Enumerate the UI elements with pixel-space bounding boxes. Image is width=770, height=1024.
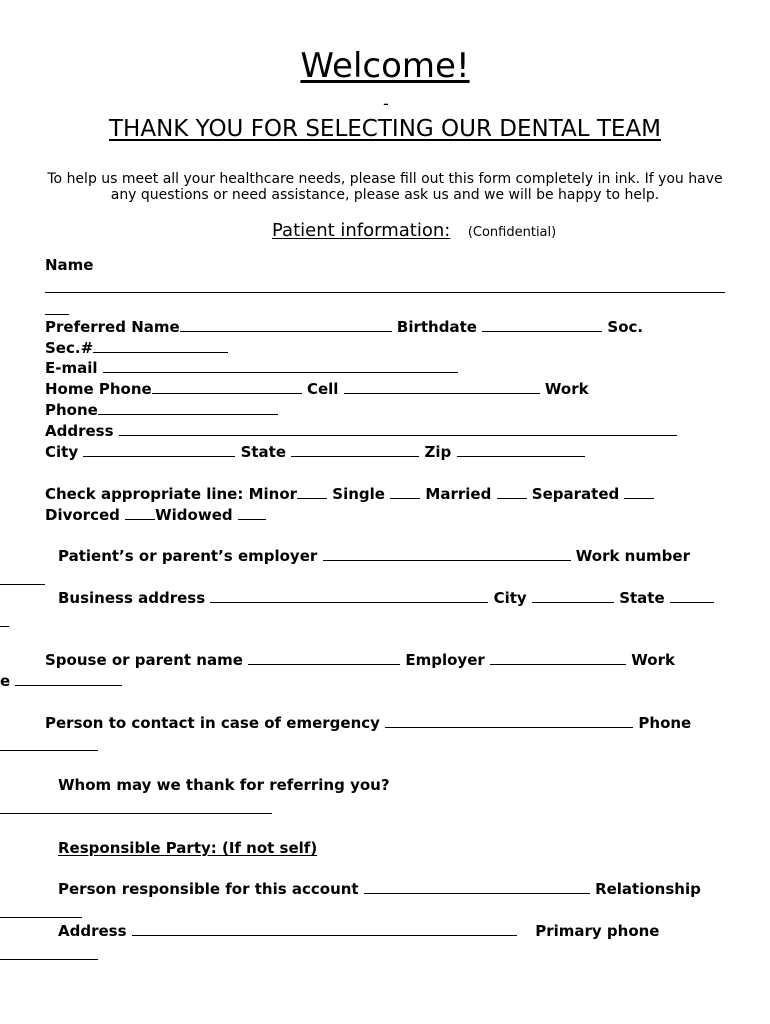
spouse-employer-label: Employer	[405, 651, 485, 669]
patient-info-heading: Patient information:	[272, 220, 451, 241]
resp-address-label: Address	[58, 922, 127, 940]
single-label: Single	[332, 485, 385, 503]
sec-label: Sec.#	[45, 339, 94, 357]
page-subtitle: THANK YOU FOR SELECTING OUR DENTAL TEAM	[108, 116, 661, 142]
ssn-field[interactable]	[93, 351, 228, 353]
home-phone-label: Home Phone	[45, 380, 152, 398]
business-city-field[interactable]	[532, 601, 614, 603]
soc-label: Soc.	[607, 318, 644, 336]
address-label: Address	[45, 422, 114, 440]
responsible-person-field[interactable]	[364, 892, 590, 894]
name-field[interactable]	[45, 292, 725, 293]
single-line[interactable]	[390, 497, 420, 499]
divorced-line[interactable]	[125, 518, 155, 520]
relationship-label: Relationship	[595, 880, 701, 898]
preferred-row	[45, 318, 643, 336]
marital-row-2	[45, 506, 266, 524]
email-row	[45, 359, 458, 377]
birthdate-label: Birthdate	[396, 318, 477, 336]
cell-label: Cell	[306, 380, 339, 398]
emergency-phone-field[interactable]	[0, 750, 98, 751]
widowed-label: Widowed	[155, 506, 233, 524]
city-label: City	[45, 443, 79, 461]
responsible-person-label: Person responsible for this account	[58, 880, 359, 898]
referral-field[interactable]	[0, 813, 272, 814]
spouse-row-2	[0, 672, 122, 690]
city-field[interactable]	[83, 455, 235, 457]
employer-field[interactable]	[323, 559, 571, 561]
spouse-name-field[interactable]	[248, 663, 400, 665]
emergency-row	[45, 714, 691, 732]
intro-line-2: any questions or need assistance, please ask us and we will be happy to help.	[110, 187, 660, 203]
business-address-label: Business address	[58, 589, 206, 607]
business-state-field[interactable]	[670, 601, 714, 603]
city-row	[45, 443, 585, 461]
emergency-phone-label: Phone	[638, 714, 692, 732]
separated-line[interactable]	[624, 497, 654, 499]
preferred-name-label: Preferred Name	[45, 318, 180, 336]
home-phone-field[interactable]	[152, 392, 302, 394]
divorced-label: Divorced	[45, 506, 120, 524]
title-dash: -	[383, 94, 389, 113]
birthdate-field[interactable]	[482, 330, 602, 332]
emergency-field[interactable]	[385, 726, 633, 728]
spouse-work-label: Work	[631, 651, 675, 669]
email-label: E-mail	[45, 359, 98, 377]
work-phone-row	[45, 401, 278, 419]
married-line[interactable]	[497, 497, 527, 499]
business-address-field[interactable]	[210, 601, 488, 603]
separated-label: Separated	[531, 485, 620, 503]
emergency-label: Person to contact in case of emergency	[45, 714, 380, 732]
spouse-wrap-text: e	[0, 672, 11, 690]
spouse-row	[45, 651, 675, 669]
email-field[interactable]	[103, 371, 458, 373]
spouse-name-label: Spouse or parent name	[45, 651, 243, 669]
employer-label: Patient’s or parent’s employer	[58, 547, 318, 565]
married-label: Married	[425, 485, 492, 503]
page-title: Welcome!	[300, 46, 470, 86]
address-row	[45, 422, 677, 440]
zip-label: Zip	[424, 443, 452, 461]
cell-field[interactable]	[344, 392, 540, 394]
primary-phone-label: Primary phone	[535, 922, 660, 940]
business-city-label: City	[493, 589, 527, 607]
responsible-heading: Responsible Party: (If not self)	[58, 839, 318, 857]
state-label: State	[240, 443, 287, 461]
zip-field[interactable]	[457, 455, 585, 457]
section-heading	[272, 220, 556, 241]
state-field[interactable]	[291, 455, 419, 457]
address-field[interactable]	[119, 434, 677, 436]
check-line-label: Check appropriate line: Minor	[45, 485, 298, 503]
name-label: Name	[45, 256, 94, 274]
referral-label: Whom may we thank for referring you?	[58, 776, 390, 794]
business-state-label: State	[619, 589, 665, 607]
name-field-wrap[interactable]	[45, 314, 69, 315]
responsible-row	[58, 880, 701, 898]
primary-phone-field[interactable]	[0, 959, 98, 960]
business-row	[58, 589, 714, 607]
marital-row	[45, 485, 654, 503]
resp-address-field[interactable]	[132, 934, 517, 936]
intro-line-1: To help us meet all your healthcare needs, please fill out this form completely in ink. If you have	[47, 171, 723, 187]
work-phone-label: Phone	[45, 401, 98, 419]
resp-address-row	[58, 922, 659, 940]
spouse-employer-field[interactable]	[490, 663, 626, 665]
relationship-field[interactable]	[0, 917, 82, 918]
confidential-note: (Confidential)	[467, 225, 557, 240]
work-number-field[interactable]	[0, 584, 45, 585]
work-number-label: Work number	[575, 547, 690, 565]
minor-line[interactable]	[297, 497, 327, 499]
preferred-name-field[interactable]	[180, 330, 392, 332]
spouse-work-field[interactable]	[15, 684, 122, 686]
work-phone-field[interactable]	[98, 413, 278, 415]
phones-row	[45, 380, 589, 398]
business-state-wrap[interactable]	[0, 626, 9, 627]
work-label: Work	[544, 380, 589, 398]
widowed-line[interactable]	[238, 518, 266, 520]
employer-row	[58, 547, 690, 565]
sec-row	[45, 339, 228, 357]
